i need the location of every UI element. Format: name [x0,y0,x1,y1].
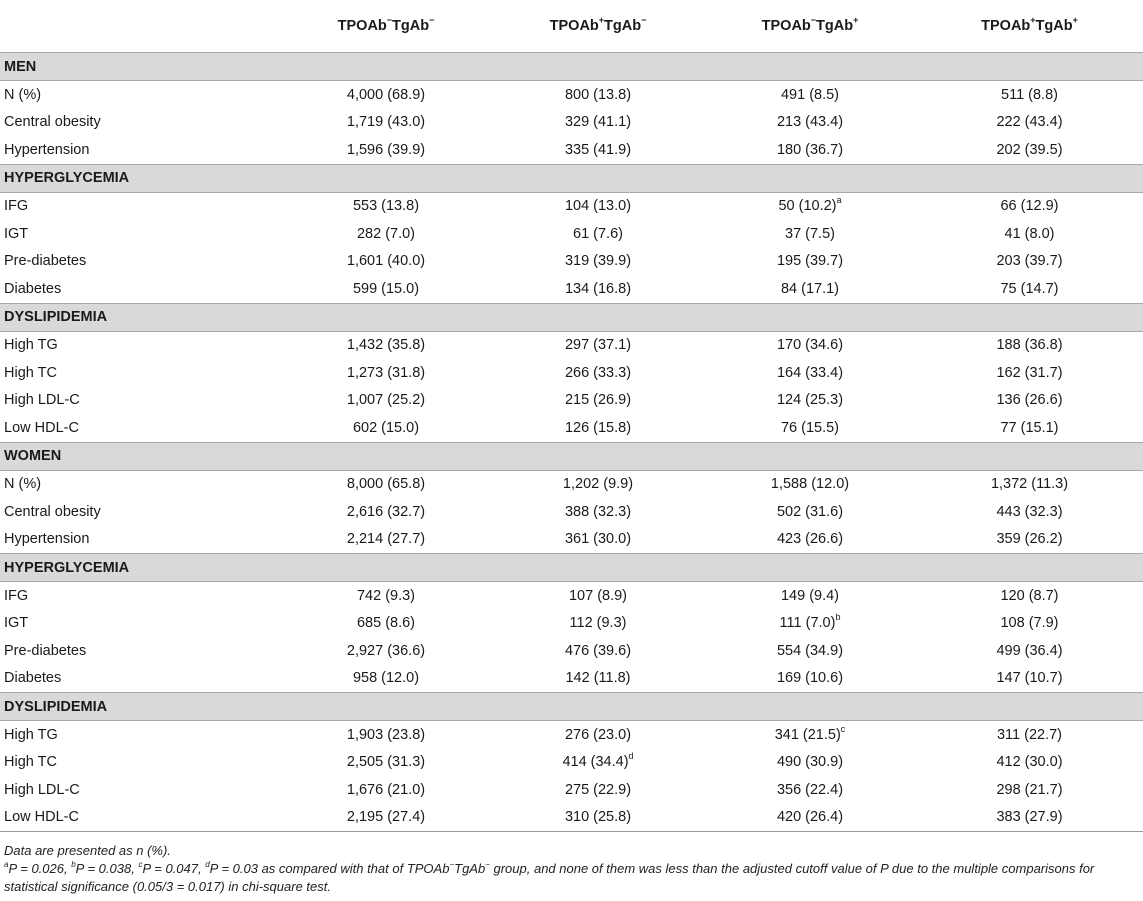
footnote-marker: a [836,195,842,206]
section-header-row [0,442,1143,470]
table-row [0,81,1143,109]
table-cell [704,665,916,693]
cell-value: 107 (8.9) [568,587,628,604]
section-header-row [0,164,1143,192]
table-cell [704,749,916,777]
section-header-row [0,554,1143,582]
cell-value: 1,903 (23.8) [346,726,426,743]
table-cell [492,610,704,638]
cell-value: 602 (15.0) [352,419,420,436]
table-cell [280,498,492,526]
cell-value: 361 (30.0) [564,531,632,548]
cell-value: 1,588 (12.0) [770,476,850,493]
table-cell [916,610,1143,638]
table-cell [916,721,1143,749]
table-cell [492,804,704,832]
table-cell [916,470,1143,498]
table-cell [916,526,1143,554]
table-cell [704,192,916,220]
table-cell [704,387,916,415]
cell-value: 136 (26.6) [996,392,1063,409]
table-cell [280,248,492,276]
table-cell [492,721,704,749]
row-label: IGT [4,225,29,242]
table-cell [704,498,916,526]
cell-value: 742 (9.3) [356,587,416,604]
cell-value: 164 (33.4) [776,364,844,381]
table-row [0,776,1143,804]
table-cell [916,109,1143,137]
header-row [0,0,1143,53]
cell-value: 2,505 (31.3) [346,754,426,771]
row-label: Pre-diabetes [4,642,87,659]
table-row [0,414,1143,442]
table-cell [280,637,492,665]
cell-value: 66 (12.9) [1000,198,1059,215]
cell-value: 169 (10.6) [776,670,844,687]
cell-value: 4,000 (68.9) [346,86,426,103]
header-col-1: TPOAb−TgAb− [337,15,435,34]
table-row [0,387,1143,415]
table-cell [916,275,1143,303]
table-row [0,637,1143,665]
table-cell [280,582,492,610]
table-footnotes [0,832,1143,896]
table-cell [280,470,492,498]
row-label: Hypertension [4,531,90,548]
cell-value: 297 (37.1) [564,337,632,354]
table-cell [916,359,1143,387]
footnote-data-format: Data are presented as n (%). [4,843,171,858]
cell-value: 126 (15.8) [564,419,632,436]
cell-value: 134 (16.8) [564,280,632,297]
table-row [0,749,1143,777]
cell-value: 414 (34.4) [562,754,629,771]
cell-value: 2,214 (27.7) [346,531,426,548]
table-cell [916,498,1143,526]
table-cell [280,331,492,359]
section-title: WOMEN [0,442,1143,470]
table-cell [704,804,916,832]
cell-value: 388 (32.3) [564,503,632,520]
table-cell [492,109,704,137]
table-cell [704,109,916,137]
table-cell [704,721,916,749]
cell-value: 75 (14.7) [1000,280,1059,297]
cell-value: 195 (39.7) [776,253,844,270]
table-cell [280,136,492,164]
cell-value: 108 (7.9) [1000,615,1059,632]
cell-value: 359 (26.2) [996,531,1063,548]
cell-value: 77 (15.1) [1000,419,1059,436]
table-row [0,331,1143,359]
row-label: High TG [4,337,58,354]
table-cell [492,248,704,276]
table-cell [916,192,1143,220]
table-cell [704,526,916,554]
table-cell [704,637,916,665]
cell-value: 170 (34.6) [776,337,844,354]
table-cell [280,749,492,777]
cell-value: 958 (12.0) [352,670,420,687]
cell-value: 1,273 (31.8) [346,364,426,381]
table-row [0,136,1143,164]
cell-value: 222 (43.4) [996,114,1063,131]
table-row [0,582,1143,610]
cell-value: 311 (22.7) [996,726,1063,743]
table-cell [916,136,1143,164]
cell-value: 1,372 (11.3) [990,476,1069,493]
cell-value: 1,432 (35.8) [346,337,426,354]
row-label: Low HDL-C [4,419,79,436]
header-col-4: TPOAb+TgAb+ [981,15,1078,34]
table-cell [916,248,1143,276]
table-cell [280,192,492,220]
table-cell [280,721,492,749]
row-label: Central obesity [4,114,101,131]
section-header-row [0,53,1143,81]
cell-value: 491 (8.5) [780,86,840,103]
row-label: IFG [4,587,29,604]
table-cell [492,387,704,415]
cell-value: 554 (34.9) [776,642,844,659]
table-cell [280,776,492,804]
table-cell [280,359,492,387]
footnote-significance: $^a$P = 0.026, $^b$P = 0.038, $^c$P = 0.047, $^d$P = 0.03 as compared with that of TPOAb−TgAb− group, and none of them was less than the adjusted cutoff value of P due to the multiple comparisons for statistical significance (0.05/3 = 0.017) in chi-square test. [4,859,1095,894]
table-cell [704,331,916,359]
table-row [0,470,1143,498]
table-cell [280,81,492,109]
section-header-row [0,303,1143,331]
table-cell [916,331,1143,359]
cell-value: 180 (36.7) [776,141,844,158]
row-label: Diabetes [4,670,62,687]
table-cell [280,610,492,638]
header-empty [0,0,280,53]
row-label: N (%) [4,476,42,493]
table-cell [492,526,704,554]
row-label: High TG [4,726,58,743]
cell-value: 2,616 (32.7) [346,503,426,520]
table-row [0,192,1143,220]
row-label: Pre-diabetes [4,253,87,270]
cell-value: 1,202 (9.9) [562,476,634,493]
cell-value: 142 (11.8) [565,670,631,687]
cell-value: 202 (39.5) [996,141,1063,158]
cell-value: 162 (31.7) [996,364,1063,381]
cell-value: 553 (13.8) [352,198,420,215]
cell-value: 341 (21.5) [774,726,841,743]
cell-value: 420 (26.4) [776,809,844,826]
table-cell [280,414,492,442]
table-row [0,610,1143,638]
table-cell [704,582,916,610]
table-cell [492,331,704,359]
cell-value: 502 (31.6) [776,503,844,520]
table-cell [492,220,704,248]
cell-value: 104 (13.0) [564,198,632,215]
section-title: HYPERGLYCEMIA [0,164,1143,192]
table-cell [704,414,916,442]
table-cell [704,470,916,498]
row-label: High TC [4,754,57,771]
cell-value: 1,719 (43.0) [346,114,426,131]
cell-value: 266 (33.3) [564,364,632,381]
table-cell [280,804,492,832]
cell-value: 490 (30.9) [776,754,844,771]
cell-value: 423 (26.6) [776,531,844,548]
footnote-marker: d [628,751,634,762]
table-cell [916,804,1143,832]
cell-value: 8,000 (65.8) [346,476,426,493]
table-row [0,248,1143,276]
cell-value: 2,927 (36.6) [346,642,426,659]
cell-value: 61 (7.6) [573,225,623,242]
cell-value: 499 (36.4) [996,642,1063,659]
table-cell [916,776,1143,804]
table-body [0,53,1143,832]
section-title: MEN [0,53,1143,81]
table-row [0,804,1143,832]
table-cell [280,526,492,554]
table-cell [916,81,1143,109]
table-cell [280,665,492,693]
table-cell [492,81,704,109]
cell-value: 76 (15.5) [780,419,840,436]
cell-value: 319 (39.9) [564,253,632,270]
row-label: High LDL-C [4,781,80,798]
table-cell [704,610,916,638]
row-label: IGT [4,615,29,632]
table-cell [492,665,704,693]
table-cell [916,387,1143,415]
table-row [0,359,1143,387]
cell-value: 41 (8.0) [1004,225,1055,242]
cell-value: 111 (7.0) [779,615,836,632]
section-title: DYSLIPIDEMIA [0,693,1143,721]
row-label: High LDL-C [4,392,80,409]
cell-value: 282 (7.0) [356,225,416,242]
cell-value: 412 (30.0) [996,754,1063,771]
cell-value: 476 (39.6) [564,642,632,659]
table-cell [280,275,492,303]
header-col-2: TPOAb+TgAb− [549,15,647,34]
cell-value: 329 (41.1) [564,114,632,131]
cell-value: 298 (21.7) [996,781,1063,798]
table-cell [704,248,916,276]
cell-value: 310 (25.8) [564,809,632,826]
table-row [0,665,1143,693]
cell-value: 112 (9.3) [569,615,627,632]
cell-value: 124 (25.3) [776,392,844,409]
cell-value: 147 (10.7) [996,670,1063,687]
table-cell [492,749,704,777]
cell-value: 215 (26.9) [564,392,632,409]
table-cell [916,414,1143,442]
row-label: IFG [4,198,29,215]
cell-value: 120 (8.7) [1000,587,1059,604]
table-cell [492,414,704,442]
row-label: N (%) [4,86,42,103]
cell-value: 1,676 (21.0) [346,781,426,798]
table-cell [704,275,916,303]
table-cell [704,776,916,804]
table-cell [916,637,1143,665]
table-cell [492,275,704,303]
cell-value: 2,195 (27.4) [346,809,426,826]
table-cell [704,220,916,248]
table-row [0,220,1143,248]
footnote-marker: c [840,723,846,734]
row-label: High TC [4,364,57,381]
table-cell [916,665,1143,693]
table-cell [492,637,704,665]
cell-value: 84 (17.1) [780,280,840,297]
row-label: Hypertension [4,141,90,158]
cell-value: 335 (41.9) [564,141,632,158]
cell-value: 356 (22.4) [776,781,844,798]
row-label: Diabetes [4,280,62,297]
row-label: Central obesity [4,503,101,520]
cell-value: 203 (39.7) [996,253,1063,270]
table-cell [704,81,916,109]
cell-value: 50 (10.2) [778,198,837,215]
table-cell [492,359,704,387]
table-row [0,109,1143,137]
cell-value: 599 (15.0) [352,280,420,297]
table-row [0,498,1143,526]
cell-value: 275 (22.9) [564,781,632,798]
cell-value: 443 (32.3) [996,503,1063,520]
table-cell [492,776,704,804]
table-cell [492,498,704,526]
table-cell [492,582,704,610]
section-title: DYSLIPIDEMIA [0,303,1143,331]
cell-value: 213 (43.4) [776,114,844,131]
cell-value: 276 (23.0) [564,726,632,743]
section-title: HYPERGLYCEMIA [0,554,1143,582]
table-cell [704,136,916,164]
table-cell [280,220,492,248]
row-label: Low HDL-C [0,804,280,832]
section-header-row [0,693,1143,721]
table-cell [280,387,492,415]
table-cell [916,749,1143,777]
cell-value: 149 (9.4) [780,587,840,604]
cell-value: 511 (8.8) [1001,86,1058,103]
cell-value: 685 (8.6) [356,615,416,632]
cell-value: 188 (36.8) [996,337,1063,354]
cell-value: 800 (13.8) [564,86,632,103]
cell-value: 1,007 (25.2) [346,392,426,409]
header-col-3: TPOAb−TgAb+ [761,15,859,34]
cell-value: 37 (7.5) [785,225,835,242]
table-cell [916,220,1143,248]
table-cell [492,470,704,498]
table-row [0,275,1143,303]
table-cell [704,359,916,387]
cell-value: 1,596 (39.9) [346,141,426,158]
table-cell [916,582,1143,610]
footnote-marker: b [835,612,841,623]
table-row [0,721,1143,749]
table-cell [492,136,704,164]
table-cell [280,109,492,137]
table-cell [492,192,704,220]
table-row [0,526,1143,554]
cell-value: 1,601 (40.0) [346,253,426,270]
cell-value: 383 (27.9) [996,809,1063,826]
